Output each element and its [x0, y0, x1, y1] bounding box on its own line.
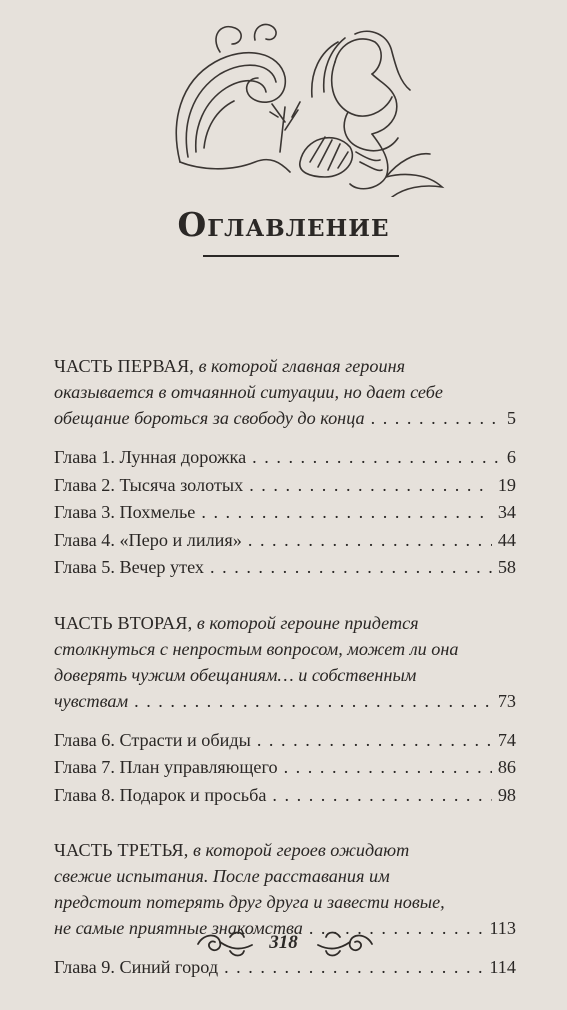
part-description: оказывается в отчаянной ситуации, но дает себе — [54, 382, 443, 402]
dot-leader — [284, 754, 492, 782]
part-description: в которой героине придется — [196, 612, 419, 633]
chapter-item[interactable] — [54, 554, 516, 582]
part-entry — [54, 353, 516, 431]
part-last-line[interactable] — [54, 688, 516, 714]
part-description: не самые приятные знакомства — [54, 918, 303, 938]
page-number-footer: 318 — [269, 932, 298, 953]
part-name: ЧАСТЬ ПЕРВАЯ, — [54, 356, 195, 376]
chapter-item[interactable] — [54, 444, 516, 472]
title-underline — [203, 255, 399, 257]
chapter-title: Глава 7. План управляющего — [54, 757, 278, 777]
chapter-title: Глава 5. Вечер утех — [54, 557, 205, 577]
chapter-item[interactable] — [54, 782, 516, 810]
page-title: Оглавление — [177, 205, 390, 244]
page-number: 44 — [497, 529, 516, 550]
part-description: предстоит потерять друг друга и завести новые, — [54, 892, 445, 912]
part-description: чувствам — [54, 690, 129, 711]
page-number: 113 — [489, 918, 516, 938]
dot-leader — [257, 727, 492, 755]
table-of-contents — [54, 353, 516, 1010]
chapter-item[interactable] — [54, 499, 516, 527]
dot-leader — [272, 782, 491, 810]
page-number: 34 — [497, 502, 516, 522]
page-number: 19 — [497, 474, 516, 495]
part-last-line[interactable] — [54, 405, 516, 431]
dot-leader — [371, 405, 501, 431]
part-name: ЧАСТЬ ТРЕТЬЯ, — [54, 840, 189, 860]
part-heading — [54, 353, 516, 405]
dot-leader — [210, 554, 492, 582]
chapter-item[interactable] — [54, 472, 516, 500]
part-description: обещание бороться за свободу до конца — [54, 408, 365, 428]
page-number: 5 — [506, 408, 516, 428]
part-name: ЧАСТЬ ВТОРАЯ, — [54, 612, 193, 633]
part-heading — [54, 610, 516, 688]
chapter-title: Глава 9. Синий город — [54, 957, 219, 977]
chapter-list — [54, 727, 516, 810]
dot-leader — [134, 688, 492, 714]
chapter-item[interactable] — [54, 727, 516, 755]
part-description: столкнуться с непростым вопросом, может ли она — [54, 638, 459, 659]
chapter-title: Глава 2. Тысяча золотых — [54, 474, 244, 495]
page-number: 98 — [497, 784, 516, 805]
page-number: 114 — [489, 957, 516, 977]
chapter-title: Глава 6. Страсти и обиды — [54, 729, 251, 750]
chapter-title: Глава 8. Подарок и просьба — [54, 784, 267, 805]
part-description: в которой главная героиня — [198, 356, 406, 376]
chapter-title: Глава 3. Похмелье — [54, 502, 196, 522]
chapter-title: Глава 1. Лунная дорожка — [54, 447, 247, 467]
dot-leader — [252, 444, 501, 472]
part-description: свежие испытания. После расставания им — [54, 866, 390, 886]
chapter-item[interactable] — [54, 754, 516, 782]
part-entry — [54, 837, 516, 941]
page-number: 86 — [497, 757, 516, 777]
page-number: 74 — [497, 729, 516, 750]
page-number: 58 — [497, 557, 516, 577]
mermaid-illustration — [160, 12, 450, 197]
part-description: в которой героев ожидают — [193, 840, 410, 860]
part-heading — [54, 837, 516, 915]
chapter-item[interactable] — [54, 527, 516, 555]
dot-leader — [201, 499, 491, 527]
page-number: 73 — [497, 690, 516, 711]
chapter-title: Глава 4. «Перо и лилия» — [54, 529, 242, 550]
dot-leader — [249, 472, 492, 500]
part-entry — [54, 610, 516, 714]
chapter-list — [54, 444, 516, 582]
part-description: доверять чужим обещаниям… и собственным — [54, 664, 417, 685]
dot-leader — [248, 527, 492, 555]
page-number: 6 — [506, 447, 516, 467]
